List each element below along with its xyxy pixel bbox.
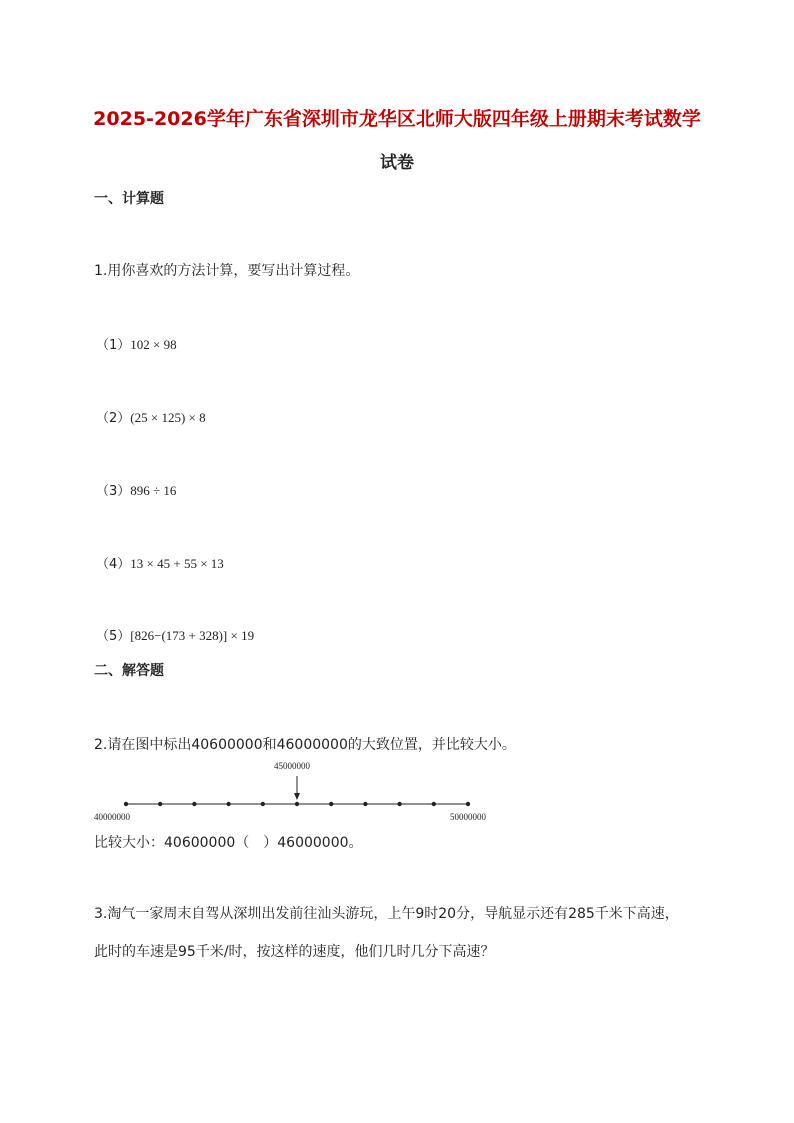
number-line-point [124,802,128,806]
document-title: 2025-2026学年广东省深圳市龙华区北师大版四年级上册期末考试数学 [93,108,701,130]
numberline-end-label: 50000000 [450,812,486,822]
subquestion-expression: (25 × 125) × 8 [130,410,206,425]
subquestion-1 [96,334,177,353]
number-line [110,772,510,812]
subquestion-number: （3） [96,484,131,499]
subquestion-expression: 102 × 98 [130,337,177,352]
number-line-point [158,802,162,806]
subquestion-expression: [826−(173 + 328)] × 19 [130,628,255,643]
subquestion-5 [96,625,254,644]
document-title-continued: 试卷 [380,153,414,173]
number-line-point [329,802,333,806]
subquestion-3 [96,480,176,499]
question-3-line-2: 此时的车速是95千米/时，按这样的速度，他们几时几分下高速？ [94,944,495,960]
question-2-compare: 比较大小：40600000（ ）46000000。 [94,835,363,851]
number-line-point [295,802,299,806]
question-1-text: 1.用你喜欢的方法计算，要写出计算过程。 [94,263,360,279]
section-heading-calculation: 一、计算题 [94,191,164,207]
subquestion-number: （5） [96,629,131,644]
number-line-point [192,802,196,806]
subquestion-number: （2） [96,411,131,426]
number-line-arrowhead [294,793,300,800]
subquestion-4 [96,553,224,572]
subquestion-2 [96,407,206,426]
subquestion-number: （4） [96,557,131,572]
question-2-text: 2.请在图中标出40600000和46000000的大致位置，并比较大小。 [94,737,516,753]
subquestion-number: （1） [96,338,131,353]
subquestion-expression: 13 × 45 + 55 × 13 [130,556,224,571]
subquestion-expression: 896 ÷ 16 [130,483,177,498]
question-3-line-1: 3.淘气一家周末自驾从深圳出发前往汕头游玩，上午9时20分，导航显示还有285千米下高速， [94,906,679,922]
number-line-point [432,802,436,806]
numberline-start-label: 40000000 [94,812,130,822]
number-line-point [226,802,230,806]
numberline-mark-label: 45000000 [274,761,310,771]
section-heading-word-problems: 二、解答题 [94,663,164,679]
number-line-point [397,802,401,806]
number-line-point [261,802,265,806]
number-line-point [466,802,470,806]
number-line-point [363,802,367,806]
